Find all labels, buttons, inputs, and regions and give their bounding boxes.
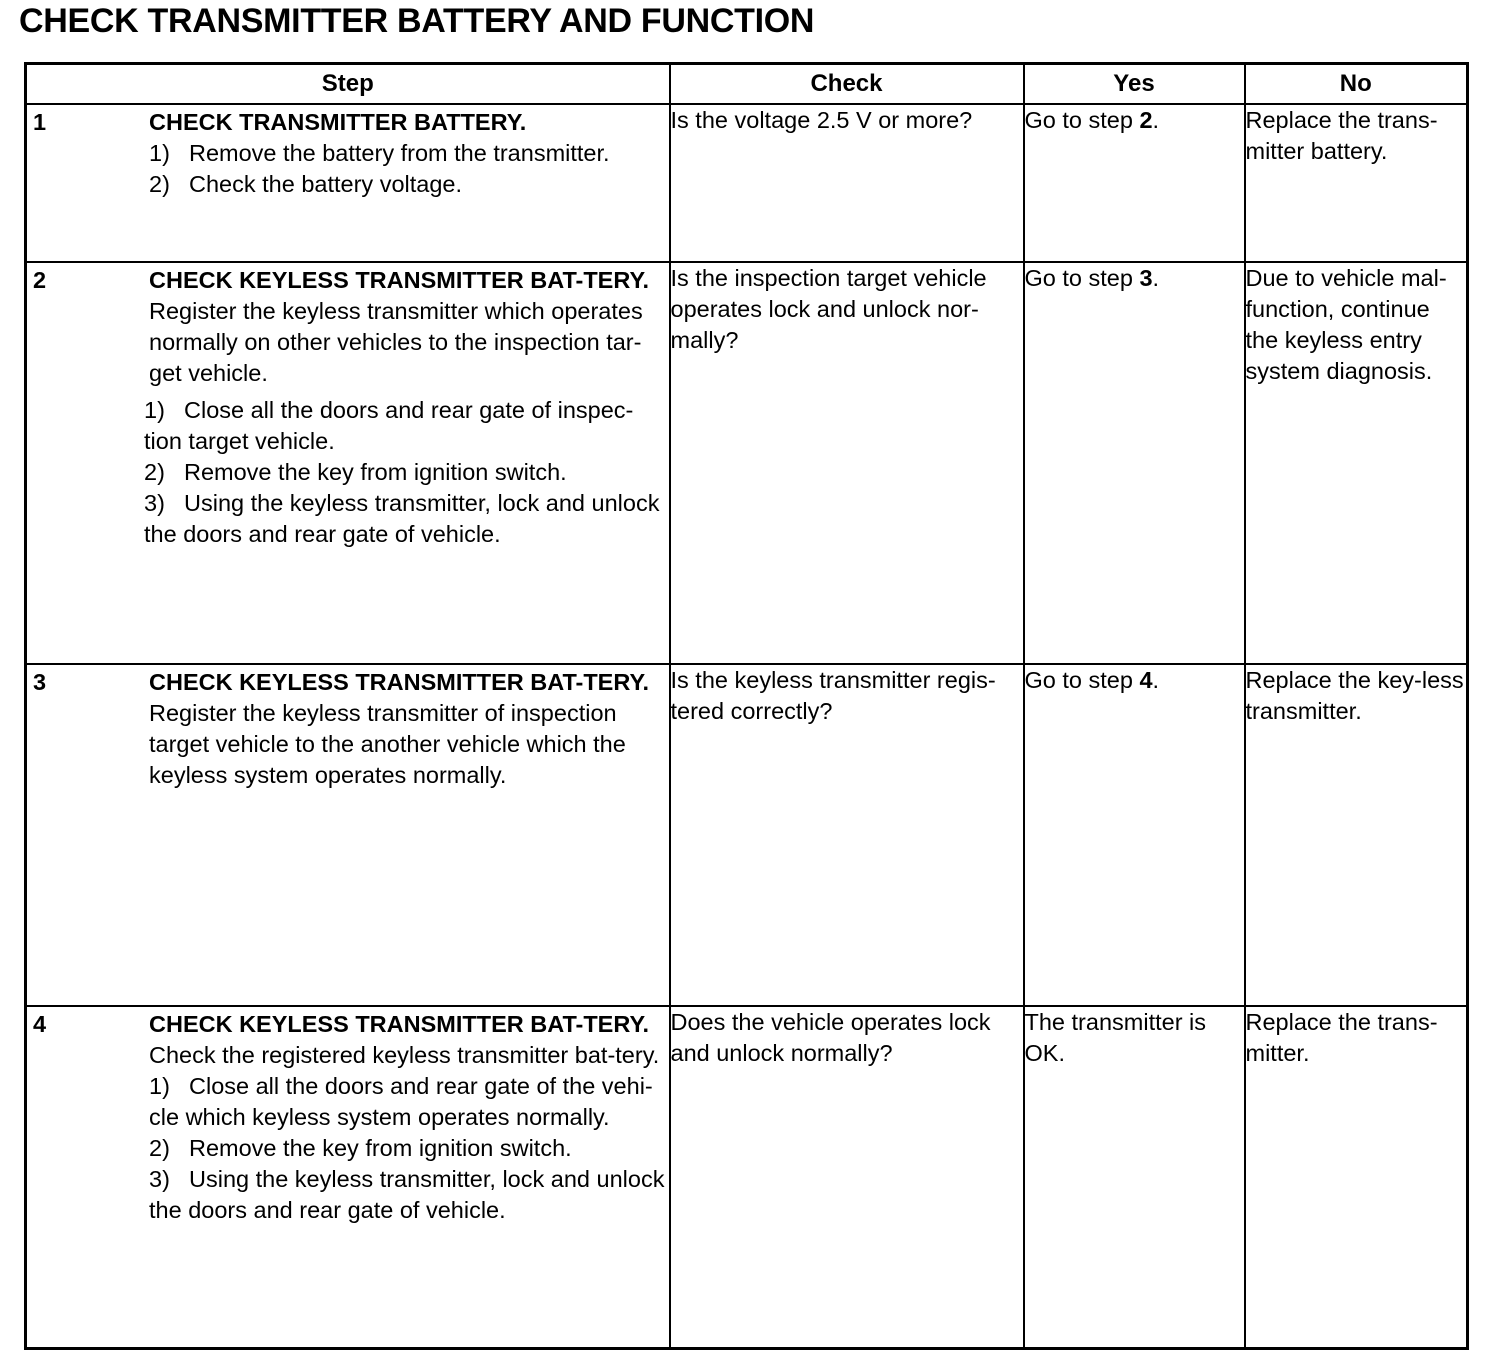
list-item: 1) Close all the doors and rear gate of inspec-tion target vehicle. bbox=[144, 397, 634, 454]
step-title: CHECK TRANSMITTER BATTERY. bbox=[149, 109, 527, 135]
check-cell: Is the voltage 2.5 V or more? bbox=[670, 104, 1024, 262]
diagnostic-table bbox=[24, 62, 1469, 1350]
list-item: 3) Using the keyless transmitter, lock and unlock the doors and rear gate of vehicle. bbox=[144, 490, 660, 547]
yes-cell: The transmitter is OK. bbox=[1024, 1006, 1245, 1349]
no-cell: Replace the trans-mitter battery. bbox=[1245, 104, 1468, 262]
table-row bbox=[26, 104, 1468, 262]
header-step: Step bbox=[26, 64, 670, 105]
step-cell bbox=[26, 1006, 670, 1349]
header-yes: Yes bbox=[1024, 64, 1245, 105]
step-title: CHECK KEYLESS TRANSMITTER BAT-TERY. bbox=[149, 267, 650, 293]
yes-cell: Go to step 2. bbox=[1024, 104, 1245, 262]
list-item: 1) Remove the battery from the transmitter. bbox=[149, 140, 610, 166]
list-item: 1) Close all the doors and rear gate of the vehi-cle which keyless system operates normally. bbox=[149, 1073, 653, 1130]
table-row bbox=[26, 664, 1468, 1006]
page-title: CHECK TRANSMITTER BATTERY AND FUNCTION bbox=[19, 2, 815, 40]
header-no: No bbox=[1245, 64, 1468, 105]
step-number: 1 bbox=[33, 109, 47, 135]
header-check: Check bbox=[670, 64, 1024, 105]
step-number: 3 bbox=[33, 669, 47, 695]
check-cell: Does the vehicle operates lock and unlock normally? bbox=[670, 1006, 1024, 1349]
step-cell bbox=[26, 104, 670, 262]
step-number: 2 bbox=[33, 267, 47, 293]
step-title: CHECK KEYLESS TRANSMITTER BAT-TERY. bbox=[149, 669, 650, 695]
table-row bbox=[26, 1006, 1468, 1349]
check-cell: Is the inspection target vehicle operates lock and unlock nor-mally? bbox=[670, 262, 1024, 664]
step-description: Check the registered keyless transmitter bat-tery. bbox=[149, 1042, 660, 1068]
list-item: 2) Remove the key from ignition switch. bbox=[149, 1135, 572, 1161]
yes-cell: Go to step 3. bbox=[1024, 262, 1245, 664]
step-description: Register the keyless transmitter which operates normally on other vehicles to the inspection tar-get vehicle. bbox=[149, 298, 643, 386]
table-row bbox=[26, 262, 1468, 664]
list-item: 2) Remove the key from ignition switch. bbox=[144, 459, 567, 485]
no-cell: Replace the trans-mitter. bbox=[1245, 1006, 1468, 1349]
no-cell: Replace the key-less transmitter. bbox=[1245, 664, 1468, 1006]
step-cell bbox=[26, 664, 670, 1006]
step-description: Register the keyless transmitter of inspection target vehicle to the another vehicle which the keyless system operates normally. bbox=[149, 700, 626, 788]
list-item: 2) Check the battery voltage. bbox=[149, 171, 463, 197]
list-item: 3) Using the keyless transmitter, lock and unlock the doors and rear gate of vehicle. bbox=[149, 1166, 665, 1223]
step-cell bbox=[26, 262, 670, 664]
check-cell: Is the keyless transmitter regis-tered correctly? bbox=[670, 664, 1024, 1006]
step-number: 4 bbox=[33, 1011, 47, 1037]
no-cell: Due to vehicle mal-function, continue the keyless entry system diagnosis. bbox=[1245, 262, 1468, 664]
table-header-row bbox=[26, 64, 1468, 105]
yes-cell: Go to step 4. bbox=[1024, 664, 1245, 1006]
step-title: CHECK KEYLESS TRANSMITTER BAT-TERY. bbox=[149, 1011, 650, 1037]
